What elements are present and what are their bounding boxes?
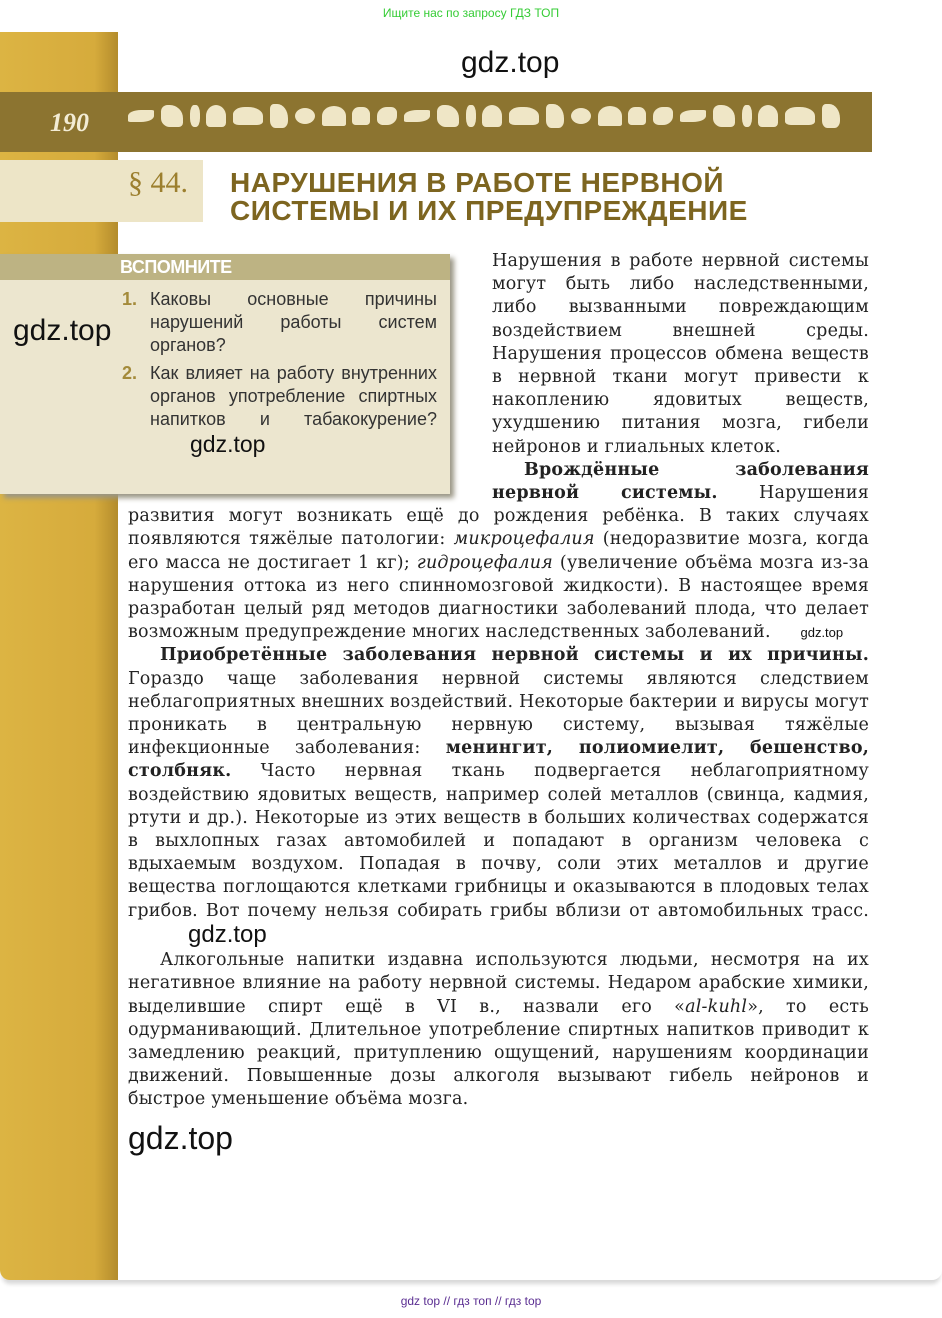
italic-term: гидроцефалия — [416, 552, 553, 573]
section-number: § 44. — [128, 166, 188, 199]
bold-term: Приобретённые заболевания нервной системы и их причины. — [160, 645, 869, 666]
text-run: (увеличение объёма мозга из-за нарушения оттока из него спинномозговой жидкости). В настоящее время разработан целый ряд методов диагностики заболеваний плода, что делает возможным предупреждение многих наследственных заболеваний. — [128, 552, 869, 643]
animal-icon — [466, 105, 476, 127]
watermark: gdz.top — [461, 46, 560, 79]
watermark: gdz.top — [128, 1119, 233, 1156]
question-number: 2. — [122, 363, 138, 383]
bold-term: менингит, полиомиелит, бешенство, столбняк. — [128, 738, 869, 782]
text-run: », то есть одурманивающий. Длительное употребление спиртных напитков приводит к замедлению реакций, притуплению ощущений, нарушениям координации движений. Повышенные дозы алкоголя вызывают гибель нейронов и быстрое уменьшение объёма мозга. — [128, 996, 869, 1110]
text-run: Алкогольные напитки издавна используются людьми, несмотря на их негативное влияние на работу нервной системы. Недаром арабские химики, выделившие спирт ещё в VI в., назвали его « — [128, 950, 869, 1017]
animal-icon — [742, 105, 752, 127]
text-run: Нарушения в работе нервной системы могут быть либо наследственными, либо вызванными повреждающим воздействием внешней среды. Нарушения процессов обмена веществ в нервной ткани могут привести к накоплению ядовитых веществ, ухудшению питания мозга, гибели нейронов и глиальных клеток. — [492, 251, 869, 457]
italic-term: микроцефалия — [453, 529, 595, 550]
title-line: СИСТЕМЫ И ИХ ПРЕДУПРЕЖДЕНИЕ — [230, 195, 748, 226]
title-line: НАРУШЕНИЯ В РАБОТЕ НЕРВНОЙ — [230, 167, 725, 198]
animal-silhouettes-icon — [128, 100, 840, 132]
footer-links: gdz top // гдз топ // гдз top — [400, 1294, 542, 1308]
animal-icon — [128, 110, 154, 122]
text-run: Нарушения развития могут возникать ещё до рождения ребёнка. В таких случаях появляются тяжёлые патологии: — [128, 483, 870, 550]
body-text — [128, 250, 869, 1158]
question-text: Каковы основные причины нарушений работы систем органов? — [150, 289, 437, 355]
section-title — [230, 169, 748, 225]
animal-icon — [785, 107, 815, 125]
animal-icon — [713, 105, 735, 127]
animal-icon — [233, 107, 263, 125]
animal-icon — [758, 105, 778, 127]
watermark: gdz.top — [800, 625, 844, 641]
animal-icon — [653, 107, 673, 125]
animal-icon — [404, 110, 430, 122]
animal-icon — [270, 104, 288, 128]
text-run: Гораздо чаще заболевания нервной системы являются следствием неблагоприятных внешних воздействий. Некоторые бактерии и вирусы могут проникать в центральную нервную систему, вызывая тяжёлые инфекционные заболевания: — [128, 668, 869, 759]
bold-term: Врождённые заболевания нервной системы. — [492, 459, 869, 504]
watermark: gdz.top — [188, 920, 267, 948]
animal-icon — [509, 107, 539, 125]
animal-icon — [322, 106, 346, 126]
question-number: 1. — [122, 289, 138, 309]
animal-icon — [482, 105, 502, 127]
animal-icon — [190, 105, 200, 127]
watermark: gdz.top — [190, 431, 266, 457]
text-run: (недоразвитие мозга, когда его масса не достигает 1 кг); — [128, 529, 870, 573]
animal-icon — [161, 105, 183, 127]
animal-icon — [571, 108, 591, 124]
animal-icon — [352, 107, 370, 125]
search-hint: Ищите нас по запросу ГДЗ ТОП — [382, 6, 560, 20]
text-run: Часто нервная ткань подвергается неблагоприятному воздействию ядовитых веществ, например солей металлов (свинца, кадмия, ртути и др.). Некоторые из этих веществ в больших количествах содержатся в выхлопных газах автомобилей и попадают в организм человека с вдыхаемым воздухом. Попадая в почву, соли этих металлов и другие вещества поглощаются клетками грибницы и оказываются в плодовых телах грибов. Вот почему нельзя собирать грибы вблизи от автомобильных трасс. — [128, 761, 869, 921]
animal-icon — [822, 104, 840, 128]
page-number: 190 — [50, 108, 89, 137]
paragraph — [128, 644, 869, 949]
italic-term: al-kuhl — [685, 996, 748, 1017]
animal-icon — [598, 106, 622, 126]
question-text: Как влияет на работу внутренних органов употребление спиртных напитков и табакокурение? — [150, 363, 437, 429]
animal-icon — [546, 104, 564, 128]
animal-icon — [377, 107, 397, 125]
paragraph — [128, 949, 869, 1111]
animal-icon — [295, 108, 315, 124]
animal-icon — [437, 105, 459, 127]
animal-icon — [680, 110, 706, 122]
animal-icon — [206, 105, 226, 127]
recall-heading: ВСПОМНИТЕ — [120, 257, 232, 277]
watermark: gdz.top — [13, 314, 112, 347]
animal-icon — [628, 107, 646, 125]
